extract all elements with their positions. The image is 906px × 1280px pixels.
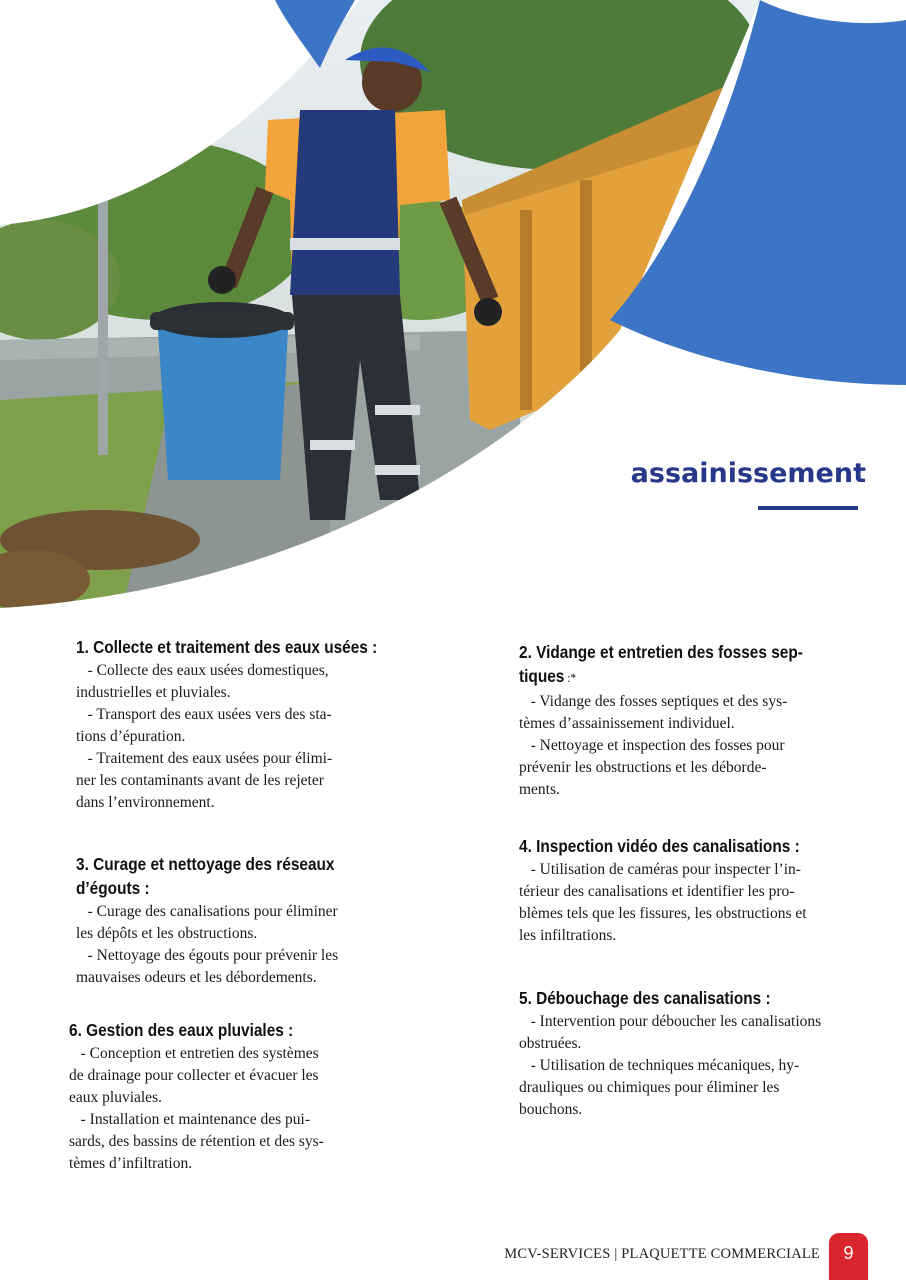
section-collecte [76,636,396,814]
section-line: tèmes d’infiltration. [69,1155,193,1172]
section-vidange [519,641,839,801]
section-line: - Nettoyage des égouts pour prévenir les [76,947,339,964]
section-heading: 1. Collecte et traitement des eaux usées : [76,637,378,657]
section-line: eaux pluviales. [69,1089,162,1106]
section-line: - Vidange des fosses septiques et des sys- [519,693,788,710]
section-line: les dépôts et les obstructions. [76,925,258,942]
section-debouchage [519,987,839,1121]
title-underline [758,506,858,510]
section-line: - Traitement des eaux usées pour élimi- [76,750,333,767]
section-line: - Utilisation de techniques mécaniques, hy- [519,1057,800,1074]
page-number-badge: 9 [829,1233,868,1280]
section-line: - Curage des canalisations pour éliminer [76,903,338,920]
section-heading: 5. Débouchage des canalisations : [519,988,771,1008]
section-line: blèmes tels que les fissures, les obstructions et [519,905,807,922]
section-line: - Nettoyage et inspection des fosses pour [519,737,785,754]
section-line: obstruées. [519,1035,582,1052]
section-line: - Collecte des eaux usées domestiques, [76,662,329,679]
section-heading-suffix: :* [564,670,577,685]
section-heading-cont [519,665,836,689]
section-heading-cont: d’égouts : [76,878,150,898]
section-heading: 2. Vidange et entretien des fosses sep- [519,642,803,662]
section-line: mauvaises odeurs et les débordements. [76,969,317,986]
section-pluviales [69,1019,389,1175]
section-line: ments. [519,781,560,798]
section-line: dans l’environnement. [76,794,215,811]
section-line: tions d’épuration. [76,728,186,745]
hero-photo [0,0,906,620]
section-line: les infiltrations. [519,927,617,944]
section-line: - Utilisation de caméras pour inspecter l’in- [519,861,801,878]
section-line: ner les contaminants avant de les rejeter [76,772,324,789]
section-line: - Intervention pour déboucher les canalisations [519,1013,822,1030]
section-heading: 3. Curage et nettoyage des réseaux [76,854,335,874]
section-heading: 4. Inspection vidéo des canalisations : [519,836,800,856]
section-line: tèmes d’assainissement individuel. [519,715,735,732]
section-line: - Installation et maintenance des pui- [69,1111,311,1128]
section-line: bouchons. [519,1101,583,1118]
section-heading-text: tiques [519,666,565,686]
section-line: industrielles et pluviales. [76,684,231,701]
section-line: prévenir les obstructions et les déborde- [519,759,767,776]
page-title: assainissement [630,458,866,489]
section-line: sards, des bassins de rétention et des sys- [69,1133,324,1150]
section-line: de drainage pour collecter et évacuer les [69,1067,319,1084]
footer-company: MCV-SERVICES | PLAQUETTE COMMERCIALE [504,1246,820,1262]
section-inspection [519,835,839,947]
section-heading: 6. Gestion des eaux pluviales : [69,1020,294,1040]
section-line: - Transport des eaux usées vers des sta- [76,706,332,723]
section-line: drauliques ou chimiques pour éliminer les [519,1079,780,1096]
section-curage [76,853,396,989]
section-line: térieur des canalisations et identifier les pro- [519,883,795,900]
section-line: - Conception et entretien des systèmes [69,1045,319,1062]
